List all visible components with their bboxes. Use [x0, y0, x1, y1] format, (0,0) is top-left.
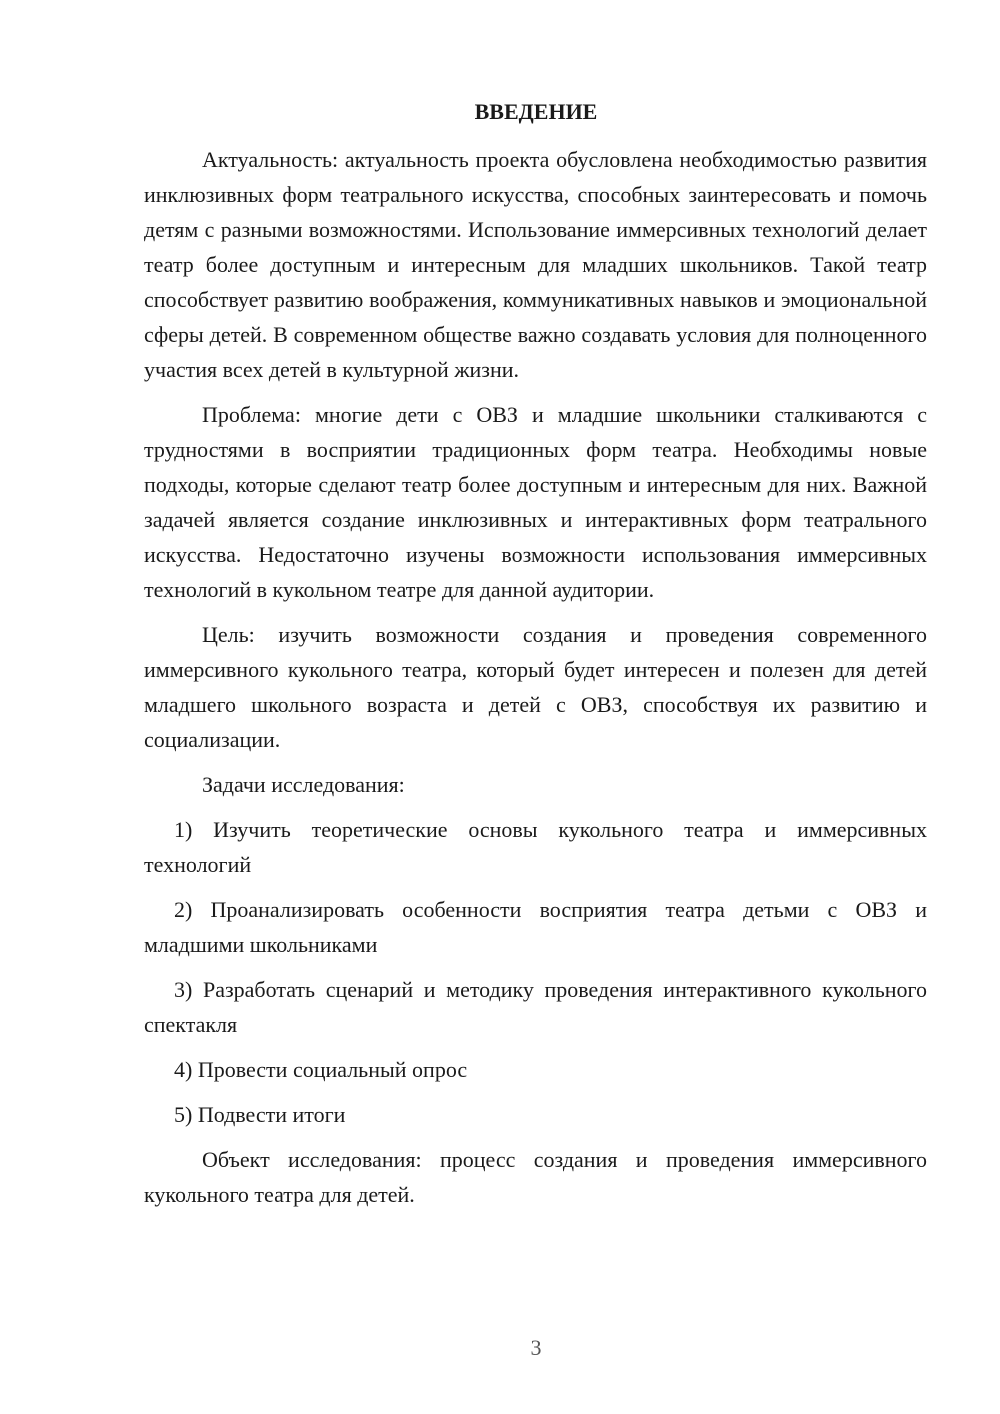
paragraph-relevance: Актуальность: актуальность проекта обусловлена необходимостью развития инклюзивных форм театрального искусства, способных заинтересовать и помочь детям с разными возможностями. Использование иммерсивных технологий делает театр более доступным и интересным для младших школьников. Такой театр способствует развитию воображения, коммуникативных навыков и эмоциональной сферы детей. В современном обществе важно создавать условия для полноценного участия всех детей в культурной жизни.: [144, 147, 927, 382]
page-title: ВВЕДЕНИЕ: [474, 99, 598, 124]
task-item: 4) Провести социальный опрос: [174, 1057, 468, 1082]
paragraph-object: Объект исследования: процесс создания и проведения иммерсивного кукольного театра для детей.: [144, 1147, 927, 1207]
paragraph-tasks-heading: Задачи исследования:: [202, 772, 405, 797]
task-item: 1) Изучить теоретические основы кукольного театра и иммерсивных технологий: [144, 817, 927, 877]
paragraph-problem: Проблема: многие дети с ОВЗ и младшие школьники сталкиваются с трудностями в восприятии традиционных форм театра. Необходимы новые подходы, которые сделают театр более доступным и интересным для них. Важной задачей является создание инклюзивных и интерактивных форм театрального искусства. Недостаточно изучены возможности использования иммерсивных технологий в кукольном театре для данной аудитории.: [144, 402, 927, 602]
document-body: [144, 142, 927, 1212]
task-item: 2) Проанализировать особенности восприятия театра детьми с ОВЗ и младшими школьниками: [144, 897, 927, 957]
page-number: 3: [530, 1335, 542, 1360]
task-item: 3) Разработать сценарий и методику проведения интерактивного кукольного спектакля: [144, 977, 927, 1037]
task-item: 5) Подвести итоги: [174, 1102, 346, 1127]
paragraph-goal: Цель: изучить возможности создания и проведения современного иммерсивного кукольного театра, который будет интересен и полезен для детей младшего школьного возраста и детей с ОВЗ, способствуя их развитию и социализации.: [144, 622, 927, 752]
